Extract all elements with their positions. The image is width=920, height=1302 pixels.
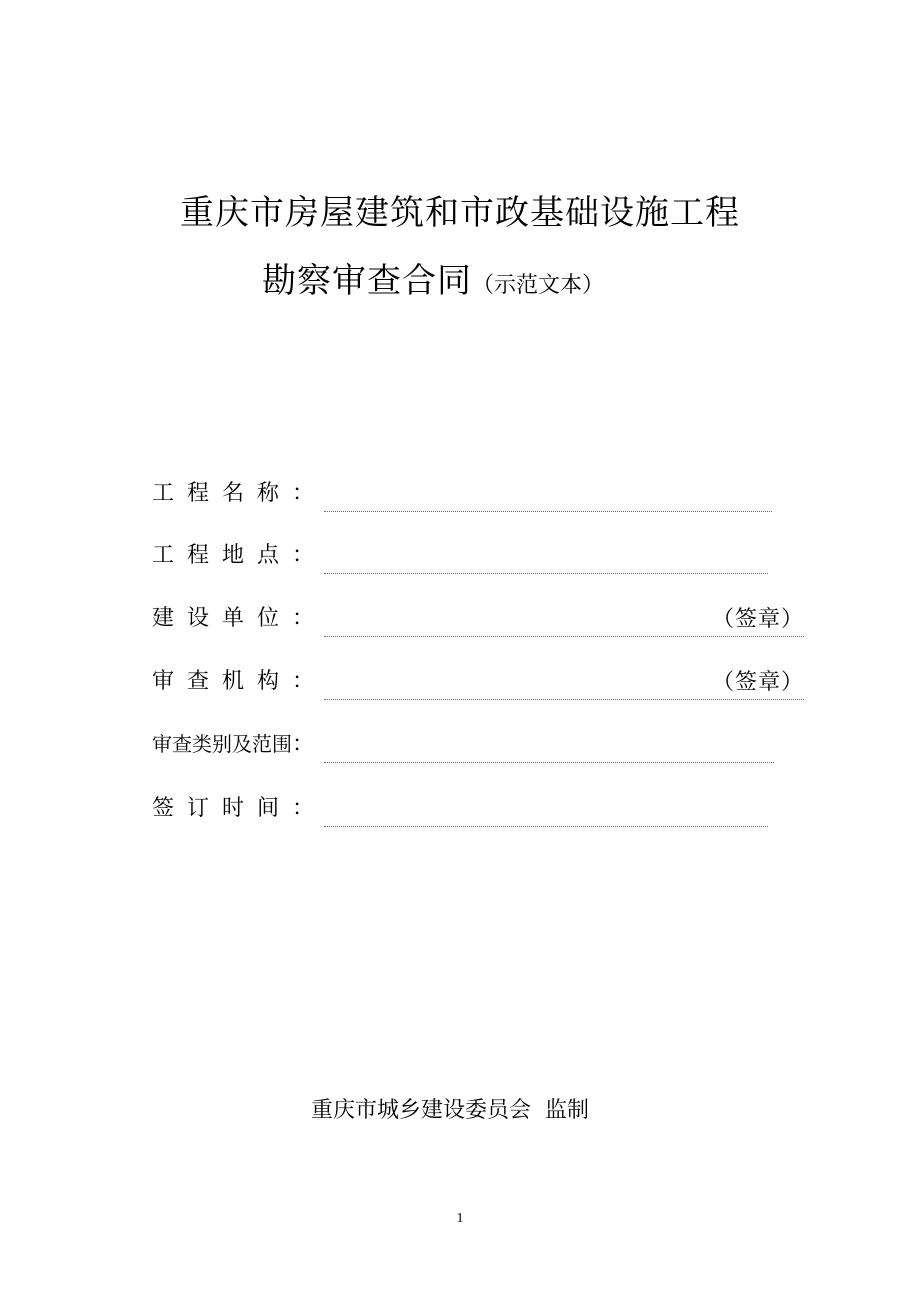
contract-title-subtitle: （示范文本）	[472, 273, 605, 298]
field-signing-date	[152, 795, 802, 827]
page-number: 1	[456, 1211, 464, 1226]
construction-unit-seal: （签章）	[711, 607, 804, 632]
contract-title-line2	[262, 258, 604, 309]
signing-date-input-line[interactable]	[324, 826, 768, 827]
contract-title-line1: 重庆市房屋建筑和市政基础设施工程	[180, 193, 740, 233]
field-review-agency	[152, 668, 804, 700]
construction-unit-input-line[interactable]	[324, 636, 804, 637]
field-label-construction-unit: 建设单位：	[152, 606, 328, 631]
review-agency-input-line[interactable]	[324, 699, 804, 700]
project-location-input-line[interactable]	[324, 573, 768, 574]
field-label-project-name: 工程名称：	[152, 481, 328, 506]
field-label-review-scope: 审查类别及范围：	[152, 732, 315, 757]
field-label-signing-date: 签订时间：	[152, 796, 328, 821]
contract-title-main: 勘察审查合同	[262, 261, 472, 301]
field-review-scope	[152, 731, 802, 763]
field-project-location	[152, 542, 802, 574]
field-construction-unit	[152, 605, 804, 637]
supervisor-footer: 重庆市城乡建设委员会 监制	[311, 1098, 589, 1123]
field-label-review-agency: 审查机构：	[152, 669, 328, 694]
field-label-project-location: 工程地点：	[152, 543, 328, 568]
field-project-name	[152, 480, 802, 512]
project-name-input-line[interactable]	[324, 511, 772, 512]
review-agency-seal: （签章）	[711, 670, 804, 695]
review-scope-input-line[interactable]	[324, 762, 774, 763]
